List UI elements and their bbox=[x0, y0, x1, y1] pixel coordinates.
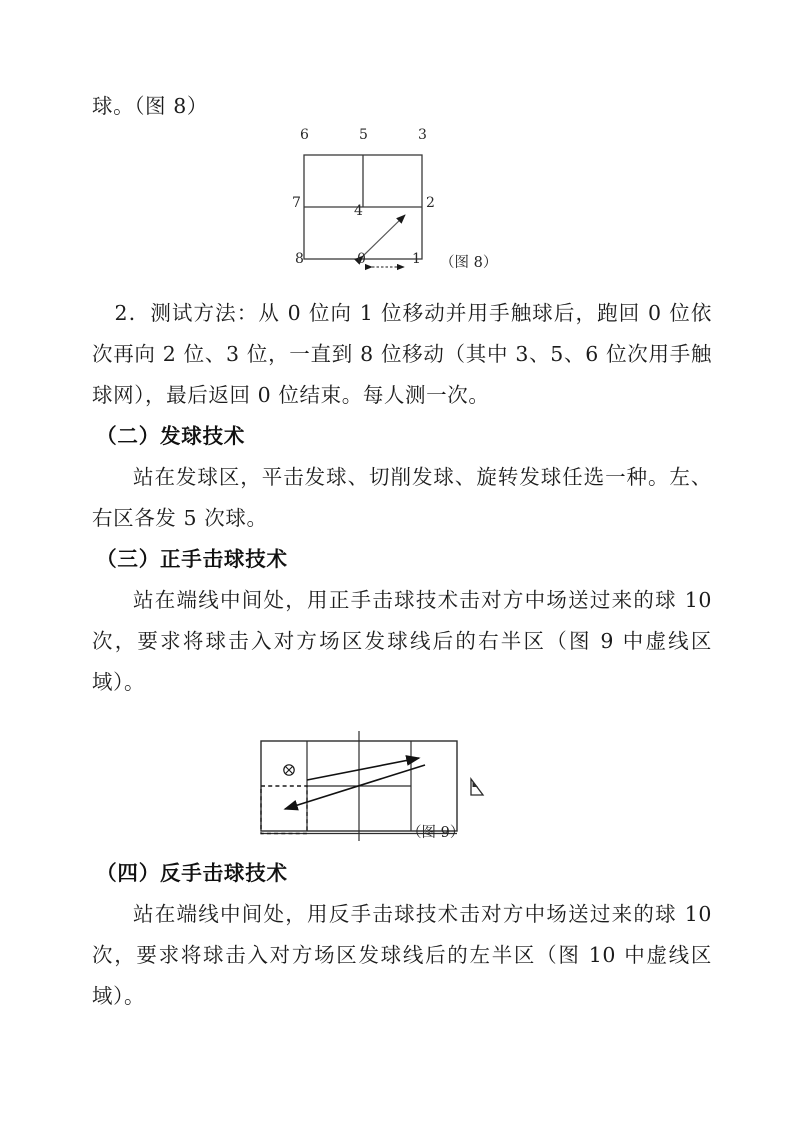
paragraph-section-3-body: 站在端线中间处，用正手击球技术击对方中场送过来的球 10 次，要求将球击入对方场区发球线后的右半区（图 9 中虚线区域）。 bbox=[92, 588, 712, 694]
figure-8-label-0: 0 bbox=[357, 251, 366, 267]
figure-8-label-5: 5 bbox=[359, 127, 368, 143]
figure-8-label-7: 7 bbox=[292, 195, 301, 211]
figure-8 bbox=[92, 127, 712, 279]
figure-8-label-8: 8 bbox=[295, 251, 304, 267]
figure-8-label-2: 2 bbox=[426, 195, 435, 211]
document-content bbox=[92, 86, 712, 1017]
spacer bbox=[92, 279, 712, 293]
racket-marker bbox=[471, 779, 483, 795]
spacer bbox=[92, 703, 712, 725]
figure-9-caption: （图 9） bbox=[407, 825, 465, 841]
figure-8-label-6: 6 bbox=[300, 127, 309, 143]
heading-section-4: （四）反手击球技术 bbox=[96, 861, 288, 885]
figure-9-court-diagram bbox=[247, 729, 507, 847]
figure-8-label-4: 4 bbox=[354, 203, 363, 219]
figure-8-label-3: 3 bbox=[418, 127, 427, 143]
paragraph-section-4-body: 站在端线中间处，用反手击球技术击对方中场送过来的球 10 次，要求将球击入对方场区发球线后的左半区（图 10 中虚线区域）。 bbox=[92, 902, 712, 1008]
paragraph-ball-fig8: 球。（图 8） bbox=[92, 94, 209, 118]
ball-marker bbox=[284, 765, 294, 775]
heading-section-3: （三）正手击球技术 bbox=[96, 547, 288, 571]
figure-8-caption: （图 8） bbox=[440, 255, 498, 271]
heading-section-2: （二）发球技术 bbox=[96, 424, 246, 448]
figure-8-label-1: 1 bbox=[412, 251, 421, 267]
paragraph-section-2-body: 站在发球区，平击发球、切削发球、旋转发球任选一种。左、右区各发 5 次球。 bbox=[92, 465, 712, 530]
paragraph-item-2: 2．测试方法：从 0 位向 1 位移动并用手触球后，跑回 0 位依次再向 2 位、3 位，一直到 8 位移动（其中 3、5、6 位次用手触球网），最后返回 0 位结束。每人测一次。 bbox=[92, 301, 712, 407]
figure-9 bbox=[92, 725, 712, 853]
